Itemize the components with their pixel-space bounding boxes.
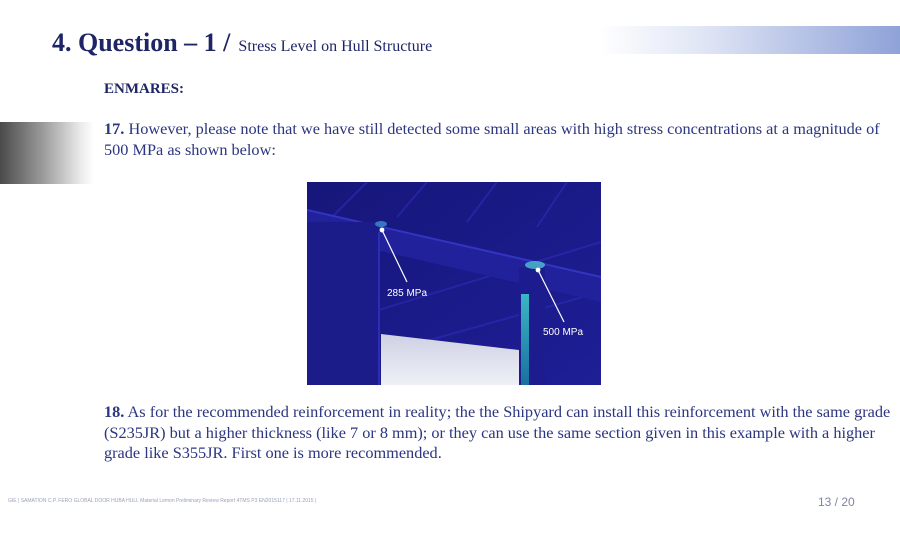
- paragraph-17: [104, 119, 894, 160]
- paragraph-18: [104, 402, 894, 464]
- stress-label-285: 285 MPa: [387, 288, 428, 299]
- left-column: [307, 222, 379, 385]
- slide-title: [52, 28, 432, 58]
- paragraph-number: 18.: [104, 402, 125, 421]
- section-label: ENMARES:: [104, 81, 185, 97]
- paragraph-number: 17.: [104, 119, 125, 138]
- page-number: 13 / 20: [818, 495, 855, 509]
- slide-title-main: 4. Question – 1 /: [52, 28, 231, 57]
- paragraph-text: However, please note that we have still detected some small areas with high stress concentrations at a magnitude of 500 MPa as shown below:: [104, 119, 880, 159]
- slide-title-sub: Stress Level on Hull Structure: [238, 38, 433, 55]
- stress-label-500: 500 MPa: [543, 327, 584, 338]
- hot-spot-strip: [521, 294, 529, 385]
- hot-spot-285: [375, 221, 387, 227]
- paragraph-text: As for the recommended reinforcement in reality; the the Shipyard can install this reinforcement with the same grade (S235JR) but a higher thickness (like 7 or 8 mm); or they can use the same section given in this example with a higher grade like S355JR. First one is more recommended.: [104, 402, 891, 462]
- hot-spot-500: [525, 261, 545, 269]
- marker-500: [536, 268, 541, 273]
- marker-285: [380, 228, 385, 233]
- footer-reference: GIE | SAMATION C.P. FERO GLOBAL DOOR HUBA HULL Material Lemon Preliminary Review Report 4TMS P3 EN2015117 | 17.11.2015 |: [8, 498, 317, 504]
- header-accent-bar: [600, 26, 900, 54]
- stress-contour-figure: [307, 182, 601, 385]
- side-accent-block: [0, 122, 94, 184]
